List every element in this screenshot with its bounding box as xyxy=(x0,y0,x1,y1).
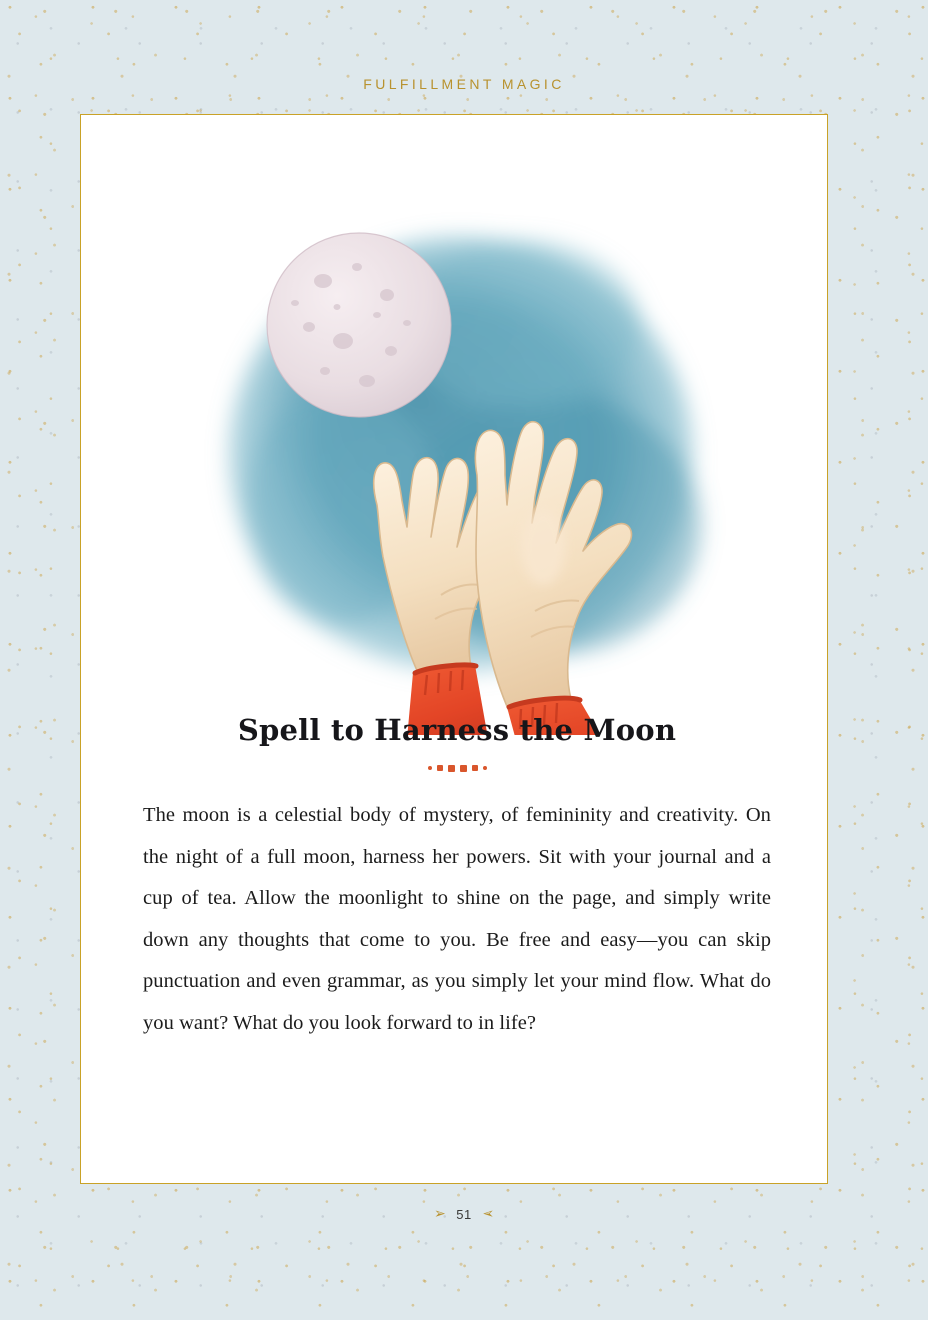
book-page xyxy=(80,114,828,1184)
folio-number: 51 xyxy=(456,1207,472,1222)
page-folio xyxy=(0,1206,928,1223)
running-head: FULFILLMENT MAGIC xyxy=(363,76,565,92)
page-title: Spell to Harness the Moon xyxy=(237,713,677,747)
spell-content xyxy=(143,713,771,1044)
dot-divider xyxy=(421,763,493,773)
folio-ornament-left-icon: ➢ xyxy=(434,1205,447,1221)
body-paragraph: The moon is a celestial body of mystery, of femininity and creativity. On the night of a full moon, harness her powers. Sit with your journal and a cup of tea. Allow the moonlight to shine on the page, and simply write down any thoughts that come to you. Be free and easy—you can skip punctuation and even grammar, as you simply let your mind flow. What do you want? What do you look forward to in life? xyxy=(143,804,771,1034)
illustration-hands-and-moon xyxy=(191,175,771,735)
folio-ornament-right-icon: ➢ xyxy=(481,1205,494,1221)
